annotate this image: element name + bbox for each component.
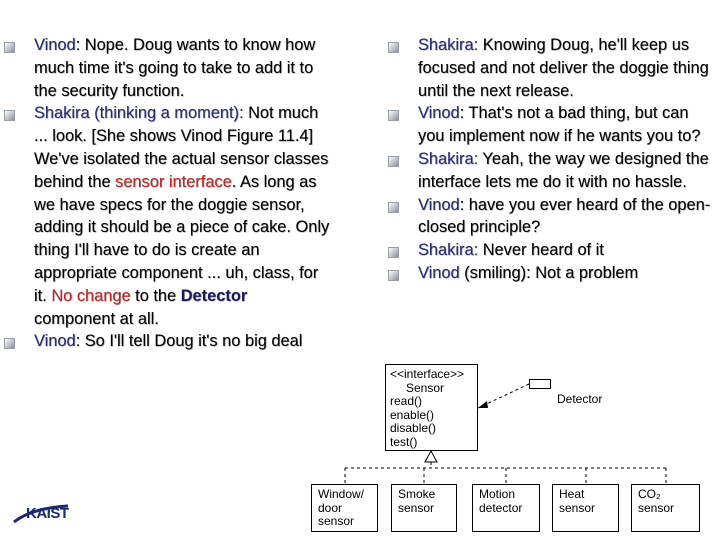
- kaist-logo-text: KAIST: [26, 505, 69, 522]
- speaker-name: Vinod: [34, 36, 76, 54]
- child-label-line: Window/: [318, 487, 365, 501]
- square-bullet-icon: [388, 42, 399, 53]
- motion-detector-box: [472, 484, 540, 532]
- child-label-line: detector: [479, 500, 523, 515]
- speaker-name: Shakira:: [418, 149, 479, 168]
- dialogue-text: component at all.: [34, 309, 159, 328]
- dialogue-text: . As long as we have specs for the doggie sensor, adding it should be a piece of cake. Only thing I'll have to do is create an appropriate component ... uh, class, for it.: [34, 172, 330, 305]
- dialogue-text: Knowing Doug, he'll keep us focused and not deliver the doggie thing until the next release.: [418, 36, 709, 100]
- window-door-sensor-box: [311, 484, 378, 532]
- speaker-name: Vinod: [34, 332, 76, 351]
- right-bullet-list: [388, 34, 718, 285]
- detector-dependency-line: [478, 384, 529, 408]
- dialogue-text: : have you ever heard of the open-closed principle?: [418, 195, 711, 237]
- child-label-line: sensor: [638, 500, 675, 515]
- heat-sensor-box: [552, 484, 619, 532]
- dialogue-text: Never heard of it: [478, 241, 604, 260]
- square-bullet-icon: [4, 42, 15, 53]
- interface-name: Sensor: [406, 380, 445, 395]
- child-label-line: sensor: [318, 514, 355, 528]
- child-label-line: door: [318, 500, 343, 515]
- dialogue-text: : So I'll tell Doug it's no big deal: [75, 332, 303, 351]
- left-bullet-list: [4, 34, 332, 353]
- right-bullet-item: [388, 102, 718, 148]
- dialogue-text: : Nope. Doug wants to know how much time it's going to take to add it to the security function.: [34, 36, 316, 100]
- speaker-name: Vinod: [418, 104, 460, 123]
- interface-method: test(): [390, 434, 418, 449]
- right-bullet-item: [388, 34, 718, 102]
- speaker-name: Vinod: [418, 263, 460, 282]
- child-label-line: sensor: [398, 500, 435, 515]
- highlighted-text: Detector: [180, 286, 248, 305]
- dialogue-text: (smiling): Not a problem: [459, 263, 639, 282]
- dependency-arrowhead: [478, 401, 488, 408]
- highlighted-text: No change: [51, 286, 131, 305]
- dialogue-text: to the: [130, 286, 181, 305]
- right-bullet-item: [388, 148, 718, 194]
- right-bullet-item: [388, 194, 718, 240]
- detector-component-box: [529, 379, 551, 389]
- square-bullet-icon: [4, 338, 15, 349]
- right-bullet-item: [388, 262, 718, 285]
- square-bullet-icon: [388, 156, 399, 167]
- interface-stereotype: <<interface>>: [390, 367, 465, 381]
- speaker-name: Vinod: [418, 195, 460, 214]
- interface-method: read(): [390, 394, 423, 408]
- interface-method: enable(): [390, 407, 435, 422]
- interface-method: disable(): [390, 421, 437, 435]
- square-bullet-icon: [388, 202, 399, 213]
- child-label-line: sensor: [559, 500, 596, 515]
- dialogue-text: Yeah, the way we designed the interface lets me do it with no hassle.: [418, 149, 709, 191]
- sensor-interface-box: [385, 364, 478, 451]
- realization-arrowhead: [425, 451, 437, 462]
- square-bullet-icon: [388, 270, 399, 281]
- child-label-line: Motion: [479, 487, 516, 501]
- square-bullet-icon: [4, 110, 15, 121]
- right-bullet-item: [388, 239, 718, 262]
- left-bullet-item: [4, 102, 332, 330]
- left-column: [4, 34, 332, 353]
- square-bullet-icon: [388, 247, 399, 258]
- dialogue-text: Not much ... look. [She shows Vinod Figure 11.4] We've isolated the actual sensor classes behind the: [34, 104, 329, 191]
- detector-label: Detector: [557, 392, 603, 406]
- square-bullet-icon: [388, 110, 399, 121]
- child-label-line: CO₂: [638, 487, 661, 501]
- left-bullet-item: [4, 330, 332, 353]
- child-label-line: Heat: [559, 487, 585, 501]
- speaker-name: Shakira:: [418, 36, 479, 54]
- highlighted-text: sensor interface: [115, 172, 232, 191]
- dialogue-text: : That's not a bad thing, but can you implement now if he wants you to?: [418, 104, 701, 146]
- child-label-line: Smoke: [398, 487, 436, 501]
- speaker-name: Shakira:: [418, 241, 479, 260]
- co2-sensor-box: [631, 484, 700, 532]
- right-column: [388, 34, 718, 285]
- speaker-name: Shakira (thinking a moment):: [34, 104, 244, 123]
- left-bullet-item: [4, 34, 332, 102]
- smoke-sensor-box: [391, 484, 457, 532]
